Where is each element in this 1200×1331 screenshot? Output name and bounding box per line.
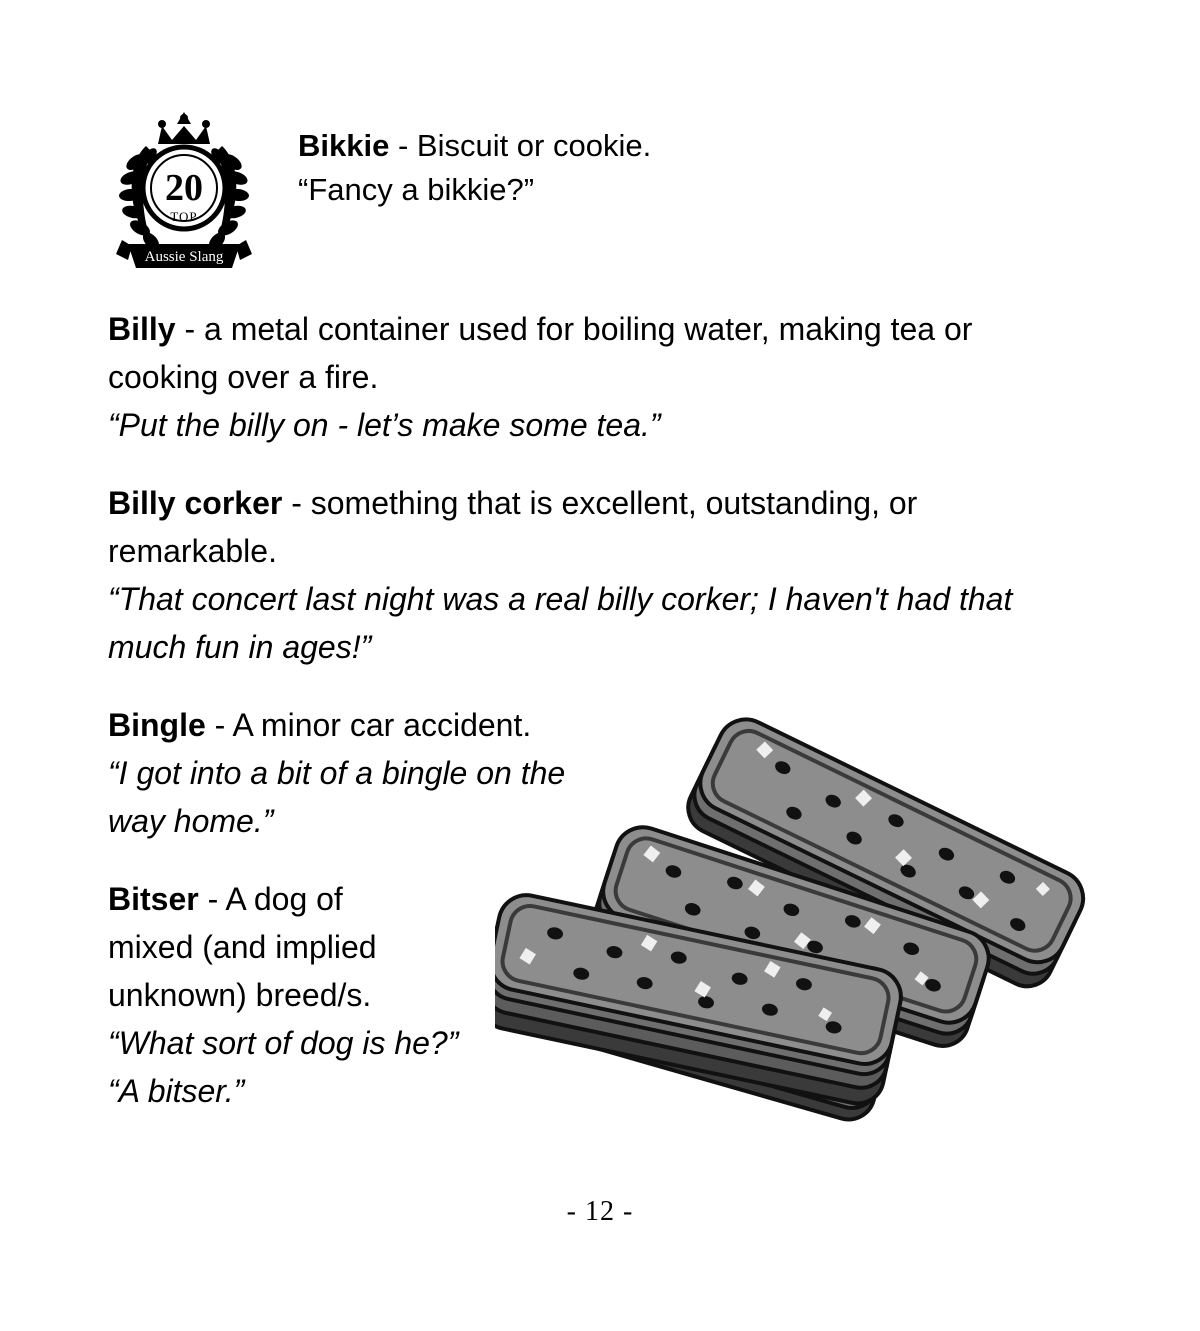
entry-billy-definition: [108, 305, 1060, 401]
entry-bitser-definition-text: - A dog of mixed (and implied unknown) breed/s.: [108, 881, 377, 1013]
biscuits-icon: [495, 700, 1105, 1130]
entry-bikkie-example: “Fancy a bikkie?”: [298, 172, 535, 207]
entry-billy-term: Billy: [108, 311, 176, 347]
entry-billy-definition-text: - a metal container used for boiling water, making tea or cooking over a fire.: [108, 311, 973, 395]
entry-billy-corker-definition-text: - something that is excellent, outstanding, or remarkable.: [108, 485, 918, 569]
entry-bikkie: [298, 124, 1118, 212]
entry-bikkie-term: Bikkie: [298, 128, 390, 163]
badge-top-label: TOP: [170, 209, 198, 224]
entry-billy: [108, 305, 1060, 449]
entry-bitser-definition: [108, 875, 408, 1019]
entry-bingle-definition-text: - A minor car accident.: [205, 707, 532, 743]
entry-billy-corker-definition: [108, 479, 1060, 575]
entry-bingle-term: Bingle: [108, 707, 206, 743]
entry-billy-example: “Put the billy on - let’s make some tea.”: [108, 407, 661, 443]
entry-billy-corker: [108, 479, 1060, 671]
entry-billy-corker-term: Billy corker: [108, 485, 283, 521]
badge-ribbon-label: Aussie Slang: [144, 249, 224, 265]
entry-bitser-example-2: “A bitser.”: [108, 1073, 245, 1109]
entry-bitser-term: Bitser: [108, 881, 199, 917]
laurel-wreath-crown-badge-icon: [100, 104, 268, 272]
stack-of-biscuits-illustration: [495, 700, 1105, 1130]
entry-bikkie-definition-text: - Biscuit or cookie.: [389, 128, 652, 163]
entry-bikkie-definition: [298, 124, 1118, 168]
entry-bitser-example: “What sort of dog is he?”: [108, 1025, 459, 1061]
top-aussie-slang-badge: [100, 104, 268, 272]
page-number: - 12 -: [566, 1196, 634, 1227]
entry-bingle-example: “I got into a bit of a bingle on the way home.”: [108, 755, 566, 839]
badge-number: 20: [165, 167, 203, 209]
entry-billy-corker-example: “That concert last night was a real billy corker; I haven't had that much fun in ages!”: [108, 581, 1013, 665]
